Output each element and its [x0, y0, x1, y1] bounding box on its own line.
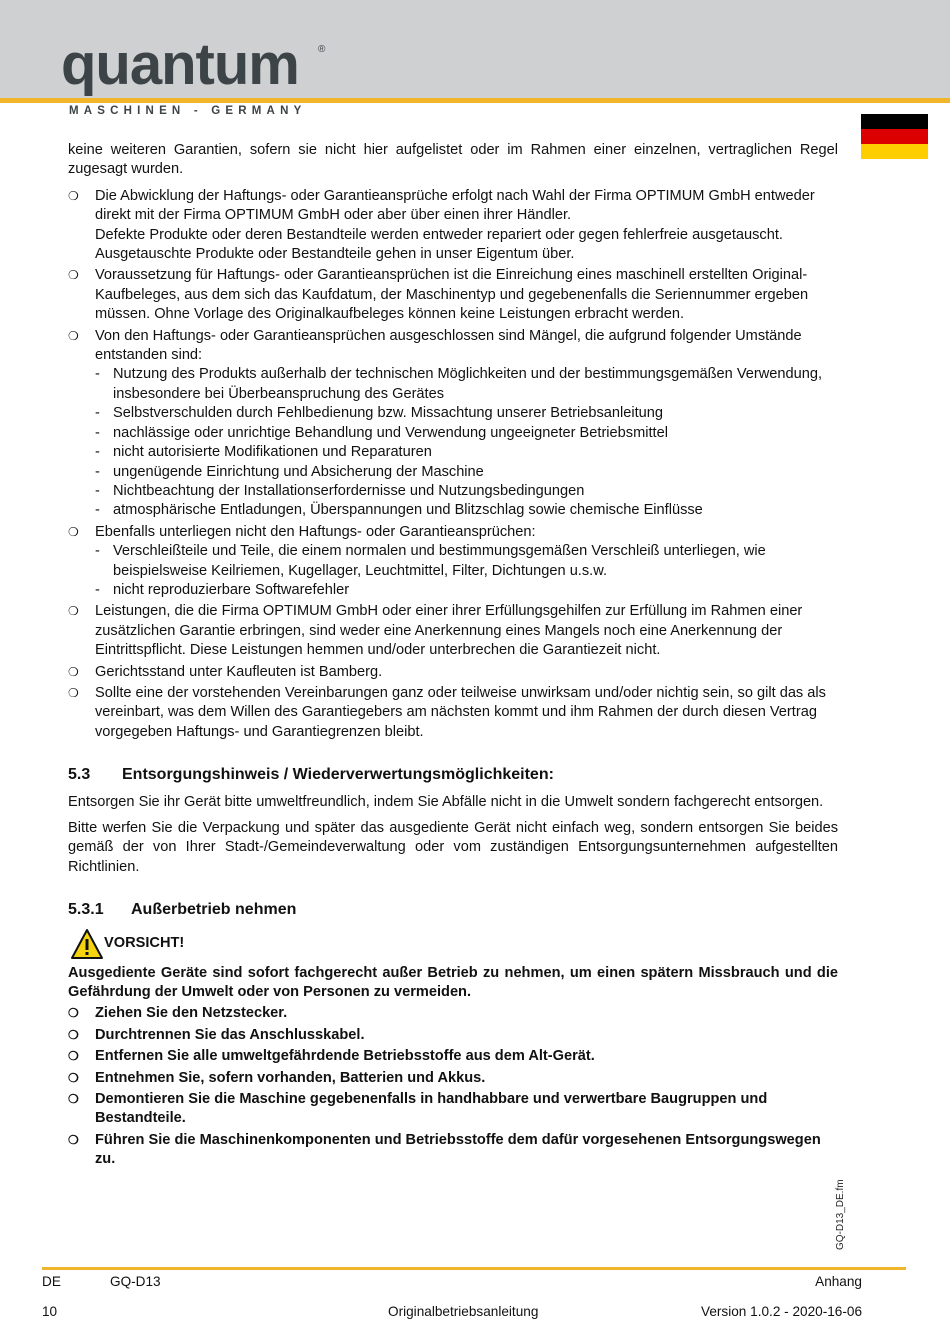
step-text: Demontieren Sie die Maschine gegebenenfalls in handhabbare und verwertbare Baugruppen und Bestandteile.: [95, 1091, 768, 1127]
list-item-text: Sollte eine der vorstehenden Vereinbarungen ganz oder teilweise unwirksam und/oder nichtig sein, so gilt das als vereinbart, was dem Willen des Garantiegebers am nächsten kommt und ihm Rahmen der durch diesen Vertrag vorgegeben Haftungs- und Garantiegrenzen bleibt.: [95, 684, 826, 740]
list-item-text: Gerichtsstand unter Kaufleuten ist Bamberg.: [95, 663, 383, 680]
subsection-title: Außerbetrieb nehmen: [131, 901, 297, 919]
caution-notice: [68, 928, 838, 962]
section-title: Entsorgungshinweis / Wiederverwertungsmöglichkeiten:: [122, 766, 554, 784]
logo-wordmark: quantum: [61, 32, 299, 97]
dash-item-text: ungenügende Einrichtung und Absicherung der Maschine: [113, 463, 484, 480]
bullet-icon: ❍: [68, 268, 79, 283]
bullet-icon: ❍: [68, 1132, 79, 1147]
list-item-text: Von den Haftungs- oder Garantieansprüchen ausgeschlossen sind Mängel, die aufgrund folgender Umstände entstanden sind:: [95, 327, 802, 364]
footer-page-number: 10: [42, 1304, 58, 1319]
dash-item: [95, 463, 838, 482]
list-item: [68, 663, 838, 682]
step-text: Durchtrennen Sie das Anschlusskabel.: [95, 1026, 365, 1043]
bullet-icon: ❍: [68, 1027, 79, 1042]
dash-item: [95, 542, 838, 581]
file-name-label: GQ-D13_DE.fm: [835, 1179, 846, 1250]
decommission-steps-list: [68, 1004, 838, 1169]
list-item: [68, 327, 838, 521]
footer-language: DE: [42, 1274, 61, 1289]
dash-marker: -: [95, 463, 100, 480]
list-item-text: Die Abwicklung der Haftungs- oder Garantieansprüche erfolgt nach Wahl der Firma OPTIMUM GmbH entweder direkt mit der Firma OPTIMUM GmbH oder aber über einen ihrer Händler.: [95, 187, 815, 224]
section-paragraph: Entsorgen Sie ihr Gerät bitte umweltfreundlich, indem Sie Abfälle nicht in die Umwelt sondern fachgerecht entsorgen.: [68, 793, 824, 810]
dash-item-text: Verschleißteile und Teile, die einem normalen und bestimmungsgemäßen Verschleiß unterliegen, wie beispielsweise Keilriemen, Kugellager, Leuchtmittel, Filter, Dichtungen u.s.w.: [113, 543, 766, 579]
dash-item-text: Nichtbeachtung der Installationserfordernisse und Nutzungsbedingungen: [113, 482, 585, 499]
dash-marker: -: [95, 444, 100, 461]
header-accent-line: [0, 98, 950, 103]
bullet-icon: ❍: [68, 524, 79, 539]
dash-marker: -: [95, 366, 100, 383]
logo-registered-mark: ®: [318, 44, 326, 55]
list-item: [68, 266, 838, 324]
flag-stripe-red: [861, 129, 928, 144]
page-content: [68, 141, 838, 1172]
step-text: Entnehmen Sie, sofern vorhanden, Batterien und Akkus.: [95, 1069, 486, 1086]
flag-stripe-black: [861, 114, 928, 129]
warranty-bullet-list: [68, 187, 838, 742]
list-item-text: Ebenfalls unterliegen nicht den Haftungs- oder Garantieansprüchen:: [95, 523, 536, 540]
list-item-extra-text: Defekte Produkte oder deren Bestandteile werden entweder repariert oder gegen fehlerfreie ausgetauscht. Ausgetauschte Produkte oder Bestandteile gehen in unser Eigentum über.: [95, 226, 783, 263]
dash-marker: -: [95, 543, 100, 560]
logo-subtitle: MASCHINEN - GERMANY: [69, 105, 307, 117]
caution-label: VORSICHT!: [104, 934, 185, 951]
dash-item-text: Selbstverschulden durch Fehlbedienung bzw. Missachtung unserer Betriebsanleitung: [113, 405, 664, 422]
subsection-number: 5.3.1: [68, 901, 104, 919]
flag-stripe-gold: [861, 144, 928, 159]
list-item: [68, 684, 838, 742]
footer-version: Version 1.0.2 - 2020-16-06: [701, 1304, 862, 1319]
list-item: [68, 1004, 838, 1023]
subsection-heading: [68, 900, 838, 919]
dash-item: [95, 482, 838, 501]
bullet-icon: ❍: [68, 604, 79, 619]
bullet-icon: ❍: [68, 328, 79, 343]
dash-marker: -: [95, 502, 100, 519]
list-item-text: Leistungen, die die Firma OPTIMUM GmbH oder einer ihrer Erfüllungsgehilfen zur Erfüllung im Rahmen einer zusätzlichen Garantie erbringen, sind weder eine Anerkennung eines Mangels noch eine Anerkennung der Eintrittspflicht. Diese Leistungen hemmen und/oder unterbrechen die Garantiezeit nicht.: [95, 603, 803, 659]
dash-item: [95, 501, 838, 520]
step-text: Führen Sie die Maschinenkomponenten und Betriebsstoffe dem dafür vorgesehenen Entsorgungswegen zu.: [95, 1131, 821, 1168]
dash-item: [95, 443, 838, 462]
footer-accent-line: [42, 1267, 906, 1270]
list-item: [68, 1131, 838, 1170]
footer-document-type: Originalbetriebsanleitung: [388, 1304, 539, 1319]
dash-marker: -: [95, 581, 100, 598]
bullet-icon: ❍: [68, 664, 79, 679]
dash-item: [95, 424, 838, 443]
bullet-icon: ❍: [68, 685, 79, 700]
list-item: [68, 523, 838, 601]
dash-item: [95, 404, 838, 423]
dash-item-text: nicht reproduzierbare Softwarefehler: [113, 581, 350, 598]
german-flag-icon: [861, 114, 928, 159]
step-text: Ziehen Sie den Netzstecker.: [95, 1005, 288, 1022]
dash-item-text: nachlässige oder unrichtige Behandlung und Verwendung ungeeigneter Betriebsmittel: [113, 424, 668, 441]
list-item: [68, 1069, 838, 1088]
dash-item: [95, 581, 838, 600]
section-heading: [68, 765, 838, 784]
section-paragraph: Bitte werfen Sie die Verpackung und später das ausgediente Gerät nicht einfach weg, sondern entsorgen Sie beides gemäß der von Ihrer Stadt-/Gemeindeverwaltung oder vom zuständigen Entsorgungsunternehmen aufgestellten Richtlinien.: [68, 820, 838, 875]
list-item: [68, 1090, 838, 1129]
list-item: [68, 187, 838, 265]
list-item-text: Voraussetzung für Haftungs- oder Garantieansprüchen ist die Einreichung eines maschinell erstellten Original-Kaufbeleges, aus dem sich das Kaufdatum, der Maschinentyp und gegebenenfalls die Seriennummer ergeben müssen. Ohne Vorlage des Originalkaufbeleges können keine Leistungen erbracht werden.: [95, 267, 809, 323]
list-item: [68, 1047, 838, 1066]
list-item: [68, 1026, 838, 1045]
dash-item-text: atmosphärische Entladungen, Überspannungen und Blitzschlag sowie chemische Einflüsse: [113, 502, 703, 519]
bullet-icon: ❍: [68, 1006, 79, 1021]
footer-chapter: Anhang: [815, 1274, 862, 1289]
warning-triangle-icon: [70, 928, 104, 960]
caution-text: Ausgediente Geräte sind sofort fachgerecht außer Betrieb zu nehmen, um einen spätern Missbrauch und die Gefährdung der Umwelt oder von Personen zu vermeiden.: [68, 964, 838, 1001]
bullet-icon: ❍: [68, 188, 79, 203]
intro-paragraph: keine weiteren Garantien, sofern sie nicht hier aufgelistet oder im Rahmen einer einzelnen, vertraglichen Regel zugesagt wurden.: [68, 142, 838, 178]
dash-marker: -: [95, 424, 100, 441]
bullet-icon: ❍: [68, 1092, 79, 1107]
dash-marker: -: [95, 482, 100, 499]
dash-item-text: nicht autorisierte Modifikationen und Reparaturen: [113, 444, 432, 461]
dash-item: [95, 365, 838, 404]
step-text: Entfernen Sie alle umweltgefährdende Betriebsstoffe aus dem Alt-Gerät.: [95, 1048, 595, 1065]
bullet-icon: ❍: [68, 1049, 79, 1064]
bullet-icon: ❍: [68, 1070, 79, 1085]
list-item: [68, 602, 838, 660]
dash-marker: -: [95, 405, 100, 422]
footer-model: GQ-D13: [110, 1274, 161, 1289]
section-number: 5.3: [68, 766, 91, 784]
dash-item-text: Nutzung des Produkts außerhalb der technischen Möglichkeiten und der bestimmungsgemäßen Verwendung, insbesondere bei Überbeanspruchung des Gerätes: [113, 366, 823, 402]
